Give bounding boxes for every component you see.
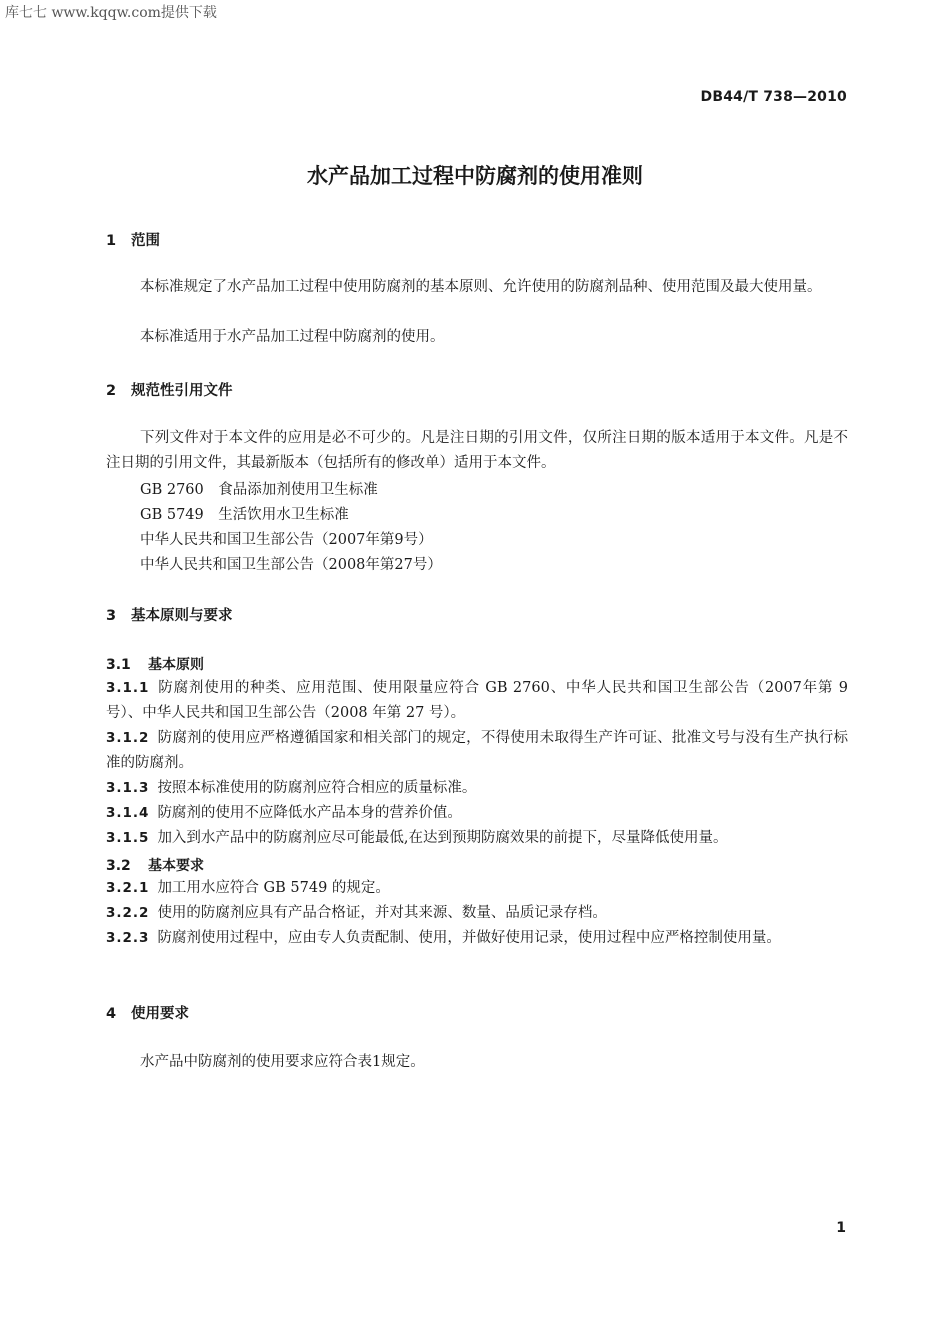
clause-number: 3.1.2 (106, 730, 150, 746)
reference-item: 中华人民共和国卫生部公告（2007年第9号） (140, 532, 433, 548)
reference-item: 中华人民共和国卫生部公告（2008年第27号） (140, 557, 442, 573)
section-2-heading (106, 379, 233, 400)
subsection-number: 3.1 (106, 657, 131, 673)
subsection-3-2-heading (106, 855, 204, 875)
section-number: 3 (106, 608, 117, 624)
document-number: DB44/T 738—2010 (700, 89, 847, 105)
clause-text: 防腐剂使用过程中，应由专人负责配制、使用，并做好使用记录，使用过程中应严格控制使用量。 (157, 930, 781, 946)
clause-number: 3.2.3 (106, 930, 150, 946)
section-1-paragraph-2: 本标准适用于水产品加工过程中防腐剂的使用。 (140, 329, 445, 345)
section-4-paragraph-1: 水产品中防腐剂的使用要求应符合表1规定。 (140, 1054, 425, 1070)
subsection-number: 3.2 (106, 858, 131, 874)
page-number: 1 (836, 1220, 846, 1236)
section-number: 4 (106, 1006, 117, 1022)
clause-number: 3.1.1 (106, 680, 150, 696)
clause-text: 加工用水应符合 GB 5749 的规定。 (157, 880, 390, 896)
subsection-title: 基本要求 (148, 858, 204, 874)
clause-number: 3.2.2 (106, 905, 150, 921)
section-1-heading (106, 229, 160, 250)
clause-text: 防腐剂的使用不应降低水产品本身的营养价值。 (157, 805, 462, 821)
clause-3-1-4 (106, 801, 848, 826)
subsection-3-1-heading (106, 654, 204, 674)
subsection-title: 基本原则 (148, 657, 204, 673)
watermark: 库七七 www.kqqw.com提供下载 (5, 5, 217, 21)
clause-number: 3.1.5 (106, 830, 150, 846)
document-title: 水产品加工过程中防腐剂的使用准则 (307, 164, 643, 188)
clause-3-1-3 (106, 776, 848, 801)
clause-number: 3.1.4 (106, 805, 150, 821)
clause-number: 3.2.1 (106, 880, 150, 896)
section-title: 规范性引用文件 (131, 383, 233, 399)
clause-3-2-1 (106, 876, 848, 901)
section-title: 范围 (131, 233, 160, 249)
section-number: 2 (106, 383, 117, 399)
clause-text: 加入到水产品中的防腐剂应尽可能最低,在达到预期防腐效果的前提下，尽量降低使用量。 (157, 830, 728, 846)
reference-item: GB 2760 食品添加剂使用卫生标准 (140, 482, 378, 498)
clause-3-1-1 (106, 676, 848, 726)
clause-text: 防腐剂的使用应严格遵循国家和相关部门的规定，不得使用未取得生产许可证、批准文号与没有生产执行标准的防腐剂。 (106, 730, 848, 771)
section-1-paragraph-1: 本标准规定了水产品加工过程中使用防腐剂的基本原则、允许使用的防腐剂品种、使用范围及最大使用量。 (140, 279, 822, 295)
section-4-heading (106, 1002, 189, 1023)
clause-text: 使用的防腐剂应具有产品合格证，并对其来源、数量、品质记录存档。 (157, 905, 607, 921)
reference-item: GB 5749 生活饮用水卫生标准 (140, 507, 349, 523)
clause-3-1-5 (106, 826, 848, 851)
section-number: 1 (106, 233, 117, 249)
section-title: 基本原则与要求 (131, 608, 233, 624)
clause-3-2-3 (106, 926, 848, 951)
clause-3-1-2 (106, 726, 848, 776)
clause-3-2-2 (106, 901, 848, 926)
clause-text: 防腐剂使用的种类、应用范围、使用限量应符合 GB 2760、中华人民共和国卫生部公告（2007年第 9 号）、中华人民共和国卫生部公告（2008 年第 27 号）。 (106, 680, 848, 721)
section-3-heading (106, 604, 233, 625)
section-title: 使用要求 (131, 1006, 189, 1022)
clause-text: 按照本标准使用的防腐剂应符合相应的质量标准。 (157, 780, 477, 796)
section-2-paragraph-1: 下列文件对于本文件的应用是必不可少的。凡是注日期的引用文件，仅所注日期的版本适用于本文件。凡是不注日期的引用文件，其最新版本（包括所有的修改单）适用于本文件。 (106, 430, 848, 471)
clause-number: 3.1.3 (106, 780, 150, 796)
